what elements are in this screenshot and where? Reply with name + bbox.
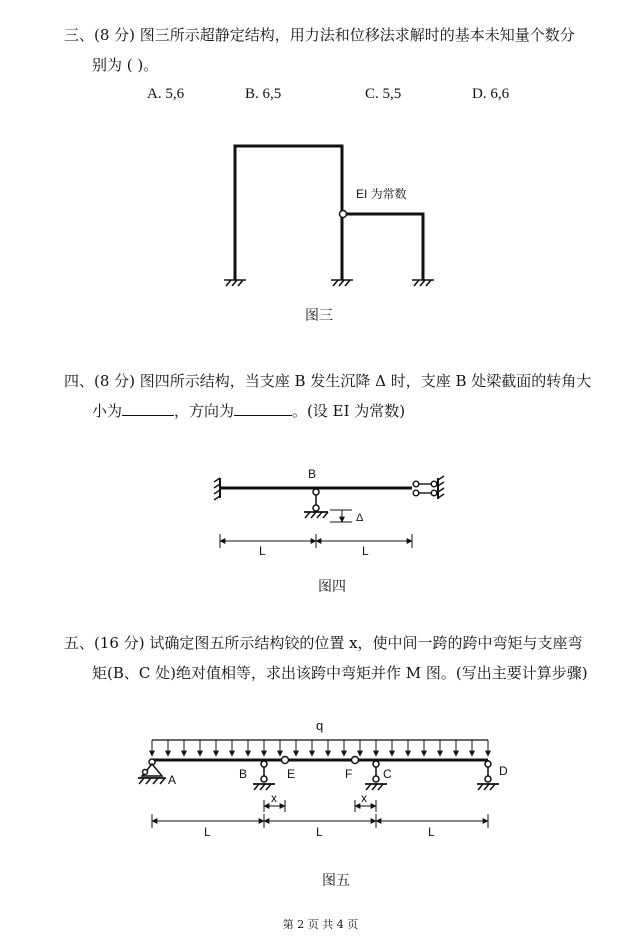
fig5-label-x1: x <box>271 791 277 805</box>
figure-4-beam <box>214 476 444 548</box>
portal-frame-left <box>235 146 342 280</box>
fig5-label-l2: L <box>316 825 323 839</box>
q3-option-a: A. 5,6 <box>147 86 185 102</box>
q3-line2: 别为 ( )。 <box>92 56 159 74</box>
figure-4-caption: 图四 <box>318 579 346 595</box>
fig5-label-e: E <box>287 767 296 781</box>
fig5-label-f: F <box>345 767 353 781</box>
hinge-f-icon <box>352 757 359 764</box>
fig5-label-b: B <box>239 767 248 781</box>
ei-label: EI 为常数 <box>356 187 407 201</box>
distributed-load-arrows <box>152 740 488 756</box>
q4-line2-part-b: ，方向为 <box>174 402 235 420</box>
q4-line2-part-c: 。(设 EI 为常数) <box>292 402 406 420</box>
fig5-label-l1: L <box>204 825 211 839</box>
hinge-icon <box>340 211 347 218</box>
q3-option-b: B. 6,5 <box>245 86 282 102</box>
figure-5-beam <box>138 740 499 828</box>
pin-support-a-icon <box>138 759 166 784</box>
fixed-support-icon <box>331 280 353 286</box>
sliding-support-icon <box>413 476 444 499</box>
fig5-label-q: q <box>316 718 324 733</box>
figure-5-caption: 图五 <box>322 873 350 889</box>
fig4-label-b: B <box>308 467 317 481</box>
fixed-support-icon <box>412 280 434 286</box>
fig4-label-l2: L <box>362 544 369 558</box>
q3-option-c: C. 5,5 <box>365 86 402 102</box>
figure-3-frame <box>224 146 434 286</box>
fig4-label-delta: Δ <box>356 512 364 524</box>
figure-3-caption: 图三 <box>305 308 333 324</box>
q4-line2-part-a: 小为 <box>92 402 123 420</box>
q4-line1: 四、(8 分) 图四所示结构，当支座 B 发生沉降 Δ 时，支座 B 处梁截面的转角大 <box>64 372 592 390</box>
support-b-icon <box>304 488 328 518</box>
q5-line1: 五、(16 分) 试确定图五所示结构铰的位置 x，使中间一跨的跨中弯矩与支座弯 <box>64 634 583 652</box>
q5-line2: 矩(B、C 处)绝对值相等，求出该跨中弯矩并作 M 图。(写出主要计算步骤) <box>92 664 588 682</box>
portal-frame-right <box>345 214 423 280</box>
fig5-label-x2: x <box>361 791 367 805</box>
fig5-label-d: D <box>499 764 508 778</box>
hinge-e-icon <box>282 757 289 764</box>
q3-line1: 三、(8 分) 图三所示超静定结构，用力法和位移法求解时的基本未知量个数分 <box>64 26 575 44</box>
fig5-label-l3: L <box>428 825 435 839</box>
fig4-label-l1: L <box>259 544 266 558</box>
roller-support-d-icon <box>477 760 499 790</box>
roller-support-b-icon <box>253 760 275 790</box>
fig5-label-a: A <box>168 773 177 787</box>
page-footer: 第 2 页 共 4 页 <box>282 918 359 931</box>
q3-option-d: D. 6,6 <box>472 86 510 102</box>
fig5-label-c: C <box>383 767 392 781</box>
fixed-support-icon <box>224 280 246 286</box>
